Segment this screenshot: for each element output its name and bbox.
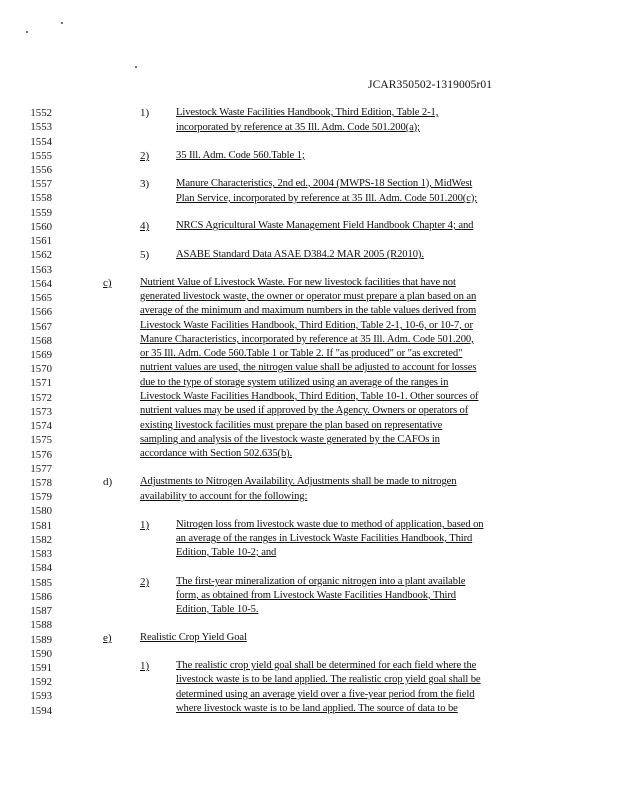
line-number: 1574 (30, 420, 52, 433)
line-number: 1588 (30, 619, 52, 632)
line-number: 1572 (30, 391, 52, 404)
item-text-line: The first-year mineralization of organic nitrogen into a plant available (176, 576, 466, 587)
line-number: 1567 (30, 320, 52, 333)
line-number: 1564 (30, 277, 52, 290)
item-text-line: livestock waste is to be land applied. The realistic crop yield goal shall be (176, 674, 481, 685)
line-number: 1568 (30, 334, 52, 347)
item-label: d) (103, 476, 113, 488)
item-text-line: Nitrogen loss from livestock waste due to method of application, based on (176, 519, 484, 530)
item-label: 1) (140, 519, 150, 531)
line-number: 1582 (30, 533, 52, 546)
line-number: 1578 (30, 477, 52, 489)
scan-speck (61, 22, 63, 24)
item-text-line: average of the minimum and maximum numbers in the table values derived from (140, 305, 477, 316)
item-text-line: ASABE Standard Data ASAE D384.2 MAR 2005 (R2010). (176, 249, 424, 260)
item-text-line: generated livestock waste, the owner or operator must prepare a plan based on an (140, 291, 477, 302)
item-label: c) (103, 277, 112, 289)
item-text-line: nutrient values may be used if approved by the Agency. Owners or operators of (140, 405, 469, 416)
line-number: 1573 (30, 405, 52, 418)
item-text-line: 35 Ill. Adm. Code 560.Table 1; (176, 150, 305, 161)
item-text-line: nutrient values are used, the nitrogen value shall be adjusted to account for losses (140, 362, 477, 373)
line-number: 1584 (30, 562, 52, 575)
item-text-line: The realistic crop yield goal shall be determined for each field where the (176, 660, 477, 671)
line-number: 1575 (30, 434, 52, 447)
line-number: 1558 (30, 192, 52, 205)
item-text-line: Livestock Waste Facilities Handbook, Third Edition, Table 10-1. Other sources of (140, 391, 479, 402)
line-number: 1561 (30, 235, 52, 248)
item-text-line: existing livestock facilities must prepare the plan based on representative (140, 420, 443, 431)
scan-speck (135, 66, 137, 68)
item-text-line: Adjustments to Nitrogen Availability. Adjustments shall be made to nitrogen (140, 476, 457, 487)
item-label: 1) (140, 660, 150, 672)
item-label: 3) (140, 178, 150, 190)
line-number: 1580 (30, 505, 52, 518)
item-text-line: or 35 Ill. Adm. Code 560.Table 1 or Table 2. If "as produced" or "as excreted" (140, 348, 463, 359)
item-text-line: accordance with Section 502.635(b). (140, 448, 293, 459)
line-number: 1563 (30, 263, 52, 276)
item-text-line: Plan Service, incorporated by reference at 35 Ill. Adm. Code 501.200(c); (176, 193, 478, 204)
item-text-line: Livestock Waste Facilities Handbook, Third Edition, Table 2-1, (176, 107, 439, 118)
line-number: 1555 (30, 149, 52, 162)
item-text-line: availability to account for the following: (140, 491, 308, 502)
line-number: 1577 (30, 462, 52, 475)
item-label: 1) (140, 107, 150, 119)
item-label: 2) (140, 150, 150, 162)
item-text-line: Manure Characteristics, incorporated by reference at 35 Ill. Adm. Code 501.200, (140, 334, 474, 345)
item-text-line: sampling and analysis of the livestock waste generated by the CAFOs in (140, 434, 440, 445)
line-number: 1553 (30, 121, 52, 134)
item-text-line: NRCS Agricultural Waste Management Field Handbook Chapter 4; and (176, 220, 474, 231)
item-text-line: Edition, Table 10-2; and (176, 547, 277, 558)
line-number: 1570 (30, 363, 52, 376)
line-number: 1585 (30, 576, 52, 589)
item-label: e) (103, 632, 112, 644)
item-text-line: Edition, Table 10-5. (176, 604, 259, 615)
line-number: 1571 (30, 377, 52, 390)
item-text-line: form, as obtained from Livestock Waste Facilities Handbook, Third (176, 590, 456, 601)
document-id-header: JCAR350502-1319005r01 (368, 79, 493, 91)
line-number: 1552 (30, 107, 52, 119)
item-label: 5) (140, 249, 150, 261)
line-number: 1566 (30, 306, 52, 319)
line-number: 1589 (30, 633, 52, 646)
item-label: 2) (140, 576, 150, 588)
line-number: 1590 (30, 647, 52, 660)
item-text-line: determined using an average yield over a five-year period from the field (176, 689, 475, 700)
item-text-line: Nutrient Value of Livestock Waste. For new livestock facilities that have not (140, 277, 456, 288)
line-number: 1557 (30, 178, 52, 191)
line-number: 1579 (30, 491, 52, 504)
item-text-line: an average of the ranges in Livestock Waste Facilities Handbook, Third (176, 533, 473, 544)
line-number: 1592 (30, 676, 52, 689)
line-number: 1565 (30, 292, 52, 304)
item-text-line: incorporated by reference at 35 Ill. Adm. Code 501.200(a); (176, 122, 420, 133)
line-number: 1581 (30, 519, 52, 532)
line-number: 1562 (30, 249, 52, 262)
line-number: 1583 (30, 548, 52, 561)
item-text-line: where livestock waste is to be land applied. The source of data to be (176, 703, 458, 714)
item-label: 4) (140, 220, 150, 232)
item-text-line: Livestock Waste Facilities Handbook, Third Edition, Table 2-1, 10-6, or 10-7, or (140, 320, 473, 331)
line-number: 1587 (30, 605, 52, 617)
line-number: 1559 (30, 206, 52, 219)
item-text-line: Realistic Crop Yield Goal (140, 632, 247, 643)
item-text-line: Manure Characteristics, 2nd ed., 2004 (MWPS-18 Section 1), MidWest (176, 178, 473, 189)
line-number: 1560 (30, 220, 52, 233)
line-number: 1594 (30, 704, 52, 717)
line-number: 1591 (30, 662, 52, 674)
line-number: 1554 (30, 135, 52, 148)
line-number: 1556 (30, 163, 52, 176)
item-text-line: due to the type of storage system utilized using an average of the ranges in (140, 377, 449, 388)
line-number: 1576 (30, 448, 52, 461)
line-number: 1586 (30, 590, 52, 603)
scan-speck (26, 31, 28, 33)
line-number: 1593 (30, 690, 52, 703)
line-number: 1569 (30, 348, 52, 361)
